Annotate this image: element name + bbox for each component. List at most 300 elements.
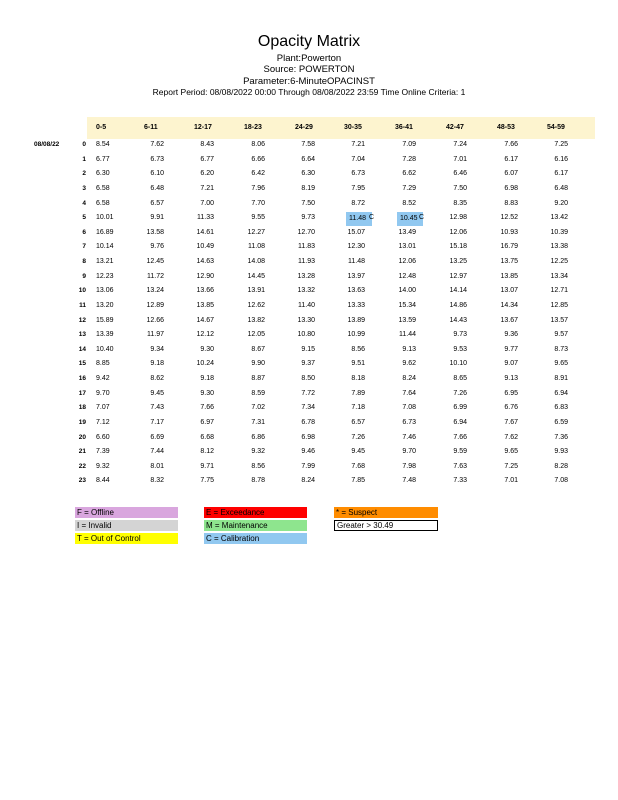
cell-value: 8.32 [150, 477, 164, 485]
row-hour: 6 [82, 228, 86, 236]
cell-value: 6.30 [96, 170, 110, 178]
cell-value: 6.66 [251, 155, 265, 163]
cell-value: 13.57 [550, 316, 568, 324]
cell-value: 6.68 [200, 433, 214, 441]
cell-value: 6.16 [554, 155, 568, 163]
cell-value: 7.08 [554, 477, 568, 485]
cell-value: 13.66 [196, 287, 214, 295]
table-row [0, 402, 618, 417]
cell-value: 7.21 [200, 184, 214, 192]
cell-value: 7.12 [96, 418, 110, 426]
row-hour: 1 [82, 155, 86, 163]
cell-value: 13.24 [146, 287, 164, 295]
cell-value: 8.24 [402, 375, 416, 382]
cell-value: 14.61 [196, 228, 214, 236]
row-hour: 7 [82, 243, 86, 251]
cell-value: 7.34 [301, 404, 315, 412]
cell-value: 7.09 [402, 141, 416, 148]
cell-value: 8.59 [251, 389, 265, 397]
cell-value: 8.06 [251, 141, 265, 148]
cell-flag: C [369, 214, 375, 222]
cell-value: 8.12 [200, 448, 214, 456]
cell-value: 6.17 [504, 155, 518, 163]
cell-value: 6.78 [301, 418, 315, 426]
row-hour: 0 [82, 141, 86, 148]
cell-value: 12.05 [247, 331, 265, 339]
table-row [0, 271, 618, 286]
cell-value: 12.23 [96, 272, 114, 280]
cell-value: 7.72 [301, 389, 315, 397]
cell-value: 6.48 [554, 184, 568, 192]
cell-value: 13.33 [347, 301, 365, 309]
cell-value: 7.68 [351, 462, 365, 470]
cell-value-calibration: 10.45 [397, 212, 423, 226]
cell-value: 12.98 [449, 214, 467, 222]
legend-offline: F = Offline [75, 507, 178, 518]
cell-value: 7.28 [402, 155, 416, 163]
cell-value: 7.50 [301, 199, 315, 207]
cell-value: 7.01 [504, 477, 518, 485]
table-row [0, 315, 618, 330]
cell-value: 7.50 [453, 184, 467, 192]
cell-value: 13.58 [146, 228, 164, 236]
cell-value: 8.52 [402, 199, 416, 207]
legend-calibration: C = Calibration [204, 533, 307, 544]
cell-value: 6.20 [200, 170, 214, 178]
cell-value: 7.62 [150, 141, 164, 148]
cell-value: 6.10 [150, 170, 164, 178]
plant-label: Plant:Powerton [276, 53, 342, 64]
cell-value: 8.19 [301, 184, 315, 192]
cell-value: 7.75 [200, 477, 214, 485]
cell-value: 11.97 [147, 331, 164, 339]
cell-value: 13.25 [449, 258, 467, 265]
cell-value: 7.25 [504, 462, 518, 470]
cell-value: 7.29 [402, 184, 416, 192]
report-period: Report Period: 08/08/2022 00:00 Through 08/08/2022 23:59 Time Online Criteria: 1 [152, 87, 466, 97]
cell-value: 9.32 [251, 448, 265, 456]
cell-value: 8.56 [251, 462, 265, 470]
cell-value: 7.99 [301, 462, 315, 470]
cell-value: 9.91 [150, 214, 164, 222]
cell-value: 6.73 [402, 418, 416, 426]
cell-value: 9.46 [301, 448, 315, 456]
matrix-body [0, 139, 618, 490]
cell-value: 9.32 [96, 462, 110, 470]
cell-value: 9.57 [554, 331, 568, 339]
legend-suspect: * = Suspect [334, 507, 438, 518]
cell-value: 13.06 [96, 287, 114, 295]
cell-value: 8.65 [453, 375, 467, 382]
table-row [0, 168, 618, 183]
cell-value: 14.08 [247, 258, 265, 265]
cell-value: 12.06 [398, 258, 416, 265]
cell-value: 7.24 [453, 141, 467, 148]
legend-maintenance: M = Maintenance [204, 520, 307, 531]
cell-value: 8.56 [351, 345, 365, 353]
row-hour: 18 [78, 404, 86, 412]
table-row [0, 212, 618, 227]
table-row [0, 344, 618, 359]
cell-value: 8.43 [200, 141, 214, 148]
cell-value: 13.89 [347, 316, 365, 324]
cell-value: 7.26 [351, 433, 365, 441]
cell-value: 12.06 [449, 228, 467, 236]
cell-value: 7.58 [301, 141, 315, 148]
table-row [0, 329, 618, 344]
table-row [0, 358, 618, 373]
cell-value: 9.76 [150, 243, 164, 251]
table-row [0, 198, 618, 213]
cell-value: 6.77 [200, 155, 214, 163]
cell-value: 8.44 [96, 477, 110, 485]
cell-value: 14.14 [449, 287, 467, 295]
cell-value: 6.58 [96, 199, 110, 207]
cell-value: 9.73 [453, 331, 467, 339]
cell-value: 9.15 [301, 345, 315, 353]
cell-value: 10.80 [297, 331, 315, 339]
cell-value: 13.63 [347, 287, 365, 295]
table-row [0, 475, 618, 490]
cell-value: 13.75 [500, 258, 518, 265]
cell-value: 7.43 [150, 404, 164, 412]
table-row [0, 461, 618, 476]
cell-value: 9.77 [504, 345, 518, 353]
legend-invalid: I = Invalid [75, 520, 178, 531]
cell-value: 13.85 [196, 301, 214, 309]
cell-value: 14.63 [196, 258, 214, 265]
cell-value: 6.98 [504, 184, 518, 192]
cell-value: 14.43 [449, 316, 467, 324]
cell-value: 9.90 [251, 360, 265, 368]
row-hour: 23 [78, 477, 86, 485]
cell-value: 13.34 [550, 272, 568, 280]
cell-value: 10.39 [550, 228, 568, 236]
cell-value: 9.13 [402, 345, 416, 353]
row-hour: 11 [79, 301, 86, 309]
table-row [0, 432, 618, 447]
cell-value: 7.39 [96, 448, 110, 456]
cell-value: 6.60 [96, 433, 110, 441]
cell-value: 7.95 [351, 184, 365, 192]
row-hour: 2 [82, 170, 86, 178]
table-row [0, 183, 618, 198]
cell-value: 6.46 [453, 170, 467, 178]
cell-value: 6.59 [554, 418, 568, 426]
cell-value: 13.49 [398, 228, 416, 236]
cell-value: 6.76 [504, 404, 518, 412]
cell-value: 8.01 [150, 462, 164, 470]
cell-value: 15.07 [347, 228, 365, 236]
cell-value: 7.36 [554, 433, 568, 441]
cell-value: 8.91 [554, 375, 568, 382]
cell-value: 6.58 [96, 184, 110, 192]
cell-value: 8.85 [96, 360, 110, 368]
cell-value: 10.10 [449, 360, 467, 368]
cell-value: 6.99 [453, 404, 467, 412]
cell-value: 14.67 [196, 316, 214, 324]
cell-value: 13.91 [247, 287, 265, 295]
cell-value: 6.94 [554, 389, 568, 397]
cell-value: 8.73 [554, 345, 568, 353]
cell-value: 12.66 [146, 316, 164, 324]
cell-value: 6.77 [96, 155, 110, 163]
report-title: Opacity Matrix [257, 33, 361, 50]
table-row [0, 373, 618, 388]
cell-value: 13.97 [347, 272, 365, 280]
row-hour: 10 [78, 287, 86, 295]
column-header: 6-11 [144, 124, 158, 131]
row-hour: 12 [78, 316, 86, 324]
cell-value: 7.48 [402, 477, 416, 485]
cell-value: 6.69 [150, 433, 164, 441]
cell-value: 12.89 [146, 301, 164, 309]
column-header: 12-17 [194, 124, 212, 131]
cell-value: 6.94 [453, 418, 467, 426]
cell-value: 9.30 [200, 345, 214, 353]
cell-value: 7.17 [150, 418, 164, 426]
cell-value: 6.64 [301, 155, 315, 163]
cell-value: 9.42 [96, 375, 110, 382]
cell-value: 11.33 [197, 214, 214, 222]
cell-value: 9.18 [200, 375, 214, 382]
cell-value: 13.20 [96, 301, 114, 309]
cell-value: 7.89 [351, 389, 365, 397]
cell-value: 7.00 [200, 199, 214, 207]
cell-value: 7.66 [200, 404, 214, 412]
cell-value: 7.85 [351, 477, 365, 485]
cell-value: 13.38 [550, 243, 568, 251]
row-hour: 22 [78, 462, 86, 470]
row-hour: 14 [78, 345, 86, 353]
cell-value: 11.40 [298, 301, 315, 309]
table-row [0, 256, 618, 271]
column-header: 30-35 [344, 124, 362, 131]
cell-flag: C [419, 214, 425, 222]
cell-value: 12.27 [247, 228, 265, 236]
row-hour: 8 [82, 258, 86, 265]
cell-value: 12.52 [500, 214, 518, 222]
cell-value: 7.64 [402, 389, 416, 397]
cell-value: 11.08 [248, 243, 265, 251]
cell-value: 15.34 [398, 301, 416, 309]
cell-value: 11.44 [399, 331, 416, 339]
cell-value: 9.37 [301, 360, 315, 368]
row-hour: 21 [78, 448, 86, 456]
cell-value: 8.54 [96, 141, 110, 148]
column-header: 48-53 [497, 124, 515, 131]
cell-value: 9.70 [96, 389, 110, 397]
row-hour: 15 [78, 360, 86, 368]
row-hour: 19 [78, 418, 86, 426]
cell-value: 10.49 [196, 243, 214, 251]
cell-value: 7.02 [251, 404, 265, 412]
cell-value: 6.07 [504, 170, 518, 178]
cell-value: 10.93 [500, 228, 518, 236]
table-row [0, 154, 618, 169]
cell-value: 9.51 [351, 360, 365, 368]
cell-value: 13.42 [550, 214, 568, 222]
cell-value: 6.73 [351, 170, 365, 178]
table-row [0, 300, 618, 315]
column-header: 42-47 [446, 124, 464, 131]
cell-value: 12.30 [347, 243, 365, 251]
row-hour: 20 [78, 433, 86, 441]
source-label: Source: POWERTON [263, 64, 355, 75]
cell-value: 12.48 [398, 272, 416, 280]
cell-value: 13.82 [247, 316, 265, 324]
cell-value: 6.57 [351, 418, 365, 426]
legend-exceedance: E = Exceedance [204, 507, 307, 518]
table-row [0, 285, 618, 300]
cell-value: 12.71 [550, 287, 568, 295]
cell-value: 7.33 [453, 477, 467, 485]
cell-value: 7.67 [504, 418, 518, 426]
cell-value: 8.67 [251, 345, 265, 353]
cell-value: 9.62 [402, 360, 416, 368]
table-row [0, 417, 618, 432]
cell-value: 11.72 [147, 272, 164, 280]
cell-value: 7.07 [96, 404, 110, 412]
cell-value: 6.73 [150, 155, 164, 163]
cell-value: 9.70 [402, 448, 416, 456]
cell-value: 15.89 [96, 316, 114, 324]
cell-value: 12.25 [550, 258, 568, 265]
table-row [0, 446, 618, 461]
cell-value: 9.71 [200, 462, 214, 470]
cell-value: 7.46 [402, 433, 416, 441]
cell-value: 7.44 [150, 448, 164, 456]
cell-value: 13.07 [500, 287, 518, 295]
table-row [0, 241, 618, 256]
cell-value: 12.97 [449, 272, 467, 280]
cell-value: 7.66 [504, 141, 518, 148]
cell-value: 6.17 [554, 170, 568, 178]
cell-value: 6.95 [504, 389, 518, 397]
table-row [0, 388, 618, 403]
cell-value: 11.48 [348, 258, 365, 265]
legend-out-of-control: T = Out of Control [75, 533, 178, 544]
column-header: 18-23 [244, 124, 262, 131]
cell-value: 11.83 [298, 243, 315, 251]
cell-value: 9.20 [554, 199, 568, 207]
table-row [0, 227, 618, 242]
row-hour: 13 [78, 331, 86, 339]
cell-value: 10.99 [347, 331, 365, 339]
cell-value: 6.57 [150, 199, 164, 207]
cell-value: 6.86 [251, 433, 265, 441]
cell-value: 13.21 [96, 258, 114, 265]
column-header: 24-29 [295, 124, 313, 131]
cell-value: 12.12 [196, 331, 214, 339]
cell-value: 7.01 [453, 155, 467, 163]
cell-value: 8.18 [351, 375, 365, 382]
cell-value: 14.45 [247, 272, 265, 280]
cell-value: 7.96 [251, 184, 265, 192]
cell-value: 14.86 [449, 301, 467, 309]
cell-value: 6.97 [200, 418, 214, 426]
row-hour: 17 [78, 389, 86, 397]
cell-value: 8.72 [351, 199, 365, 207]
cell-value: 7.98 [402, 462, 416, 470]
cell-value: 13.28 [297, 272, 315, 280]
row-hour: 4 [82, 199, 86, 207]
cell-value-calibration: 11.48 [346, 212, 372, 226]
cell-value: 8.87 [251, 375, 265, 382]
cell-value: 6.42 [251, 170, 265, 178]
cell-value: 7.08 [402, 404, 416, 412]
cell-value: 7.04 [351, 155, 365, 163]
cell-value: 8.35 [453, 199, 467, 207]
cell-value: 9.65 [554, 360, 568, 368]
cell-value: 8.83 [504, 199, 518, 207]
cell-value: 14.00 [398, 287, 416, 295]
cell-value: 6.83 [554, 404, 568, 412]
cell-value: 7.62 [504, 433, 518, 441]
cell-value: 9.55 [251, 214, 265, 222]
cell-value: 9.53 [453, 345, 467, 353]
cell-value: 13.30 [297, 316, 315, 324]
column-header: 0-5 [96, 124, 107, 131]
cell-value: 11.93 [298, 258, 315, 265]
cell-value: 7.18 [351, 404, 365, 412]
cell-value: 16.89 [96, 228, 114, 236]
cell-value: 15.18 [449, 243, 467, 251]
parameter-label: Parameter:6-MinuteOPACINST [243, 76, 375, 87]
cell-value: 8.28 [554, 462, 568, 470]
legend-greater-threshold: Greater > 30.49 [334, 520, 438, 531]
cell-value: 13.39 [96, 331, 114, 339]
cell-value: 10.01 [96, 214, 114, 222]
cell-value: 6.30 [301, 170, 315, 178]
cell-value: 12.62 [247, 301, 265, 309]
cell-value: 8.24 [301, 477, 315, 485]
cell-value: 13.85 [500, 272, 518, 280]
cell-value: 13.32 [297, 287, 315, 295]
cell-value: 12.45 [146, 258, 164, 265]
cell-value: 7.63 [453, 462, 467, 470]
cell-value: 6.48 [150, 184, 164, 192]
cell-value: 6.98 [301, 433, 315, 441]
cell-value: 9.65 [504, 448, 518, 456]
row-date: 08/08/22 [34, 141, 60, 148]
cell-value: 12.85 [550, 301, 568, 309]
row-hour: 3 [82, 184, 86, 192]
cell-value: 9.59 [453, 448, 467, 456]
table-row [0, 139, 618, 154]
cell-value: 13.67 [500, 316, 518, 324]
row-hour: 9 [82, 272, 86, 280]
cell-value: 9.30 [200, 389, 214, 397]
cell-value: 9.34 [150, 345, 164, 353]
cell-value: 8.78 [251, 477, 265, 485]
cell-value: 16.79 [500, 243, 518, 251]
cell-value: 14.34 [500, 301, 518, 309]
cell-value: 9.07 [504, 360, 518, 368]
cell-value: 9.36 [504, 331, 518, 339]
cell-value: 7.31 [251, 418, 265, 426]
cell-value: 8.62 [150, 375, 164, 382]
cell-value: 7.66 [453, 433, 467, 441]
cell-value: 6.62 [402, 170, 416, 178]
cell-value: 9.73 [301, 214, 315, 222]
row-hour: 16 [78, 375, 86, 382]
column-header: 54-59 [547, 124, 565, 131]
column-header-band [87, 117, 595, 139]
cell-value: 8.50 [301, 375, 315, 382]
cell-value: 13.59 [398, 316, 416, 324]
cell-value: 13.01 [398, 243, 416, 251]
